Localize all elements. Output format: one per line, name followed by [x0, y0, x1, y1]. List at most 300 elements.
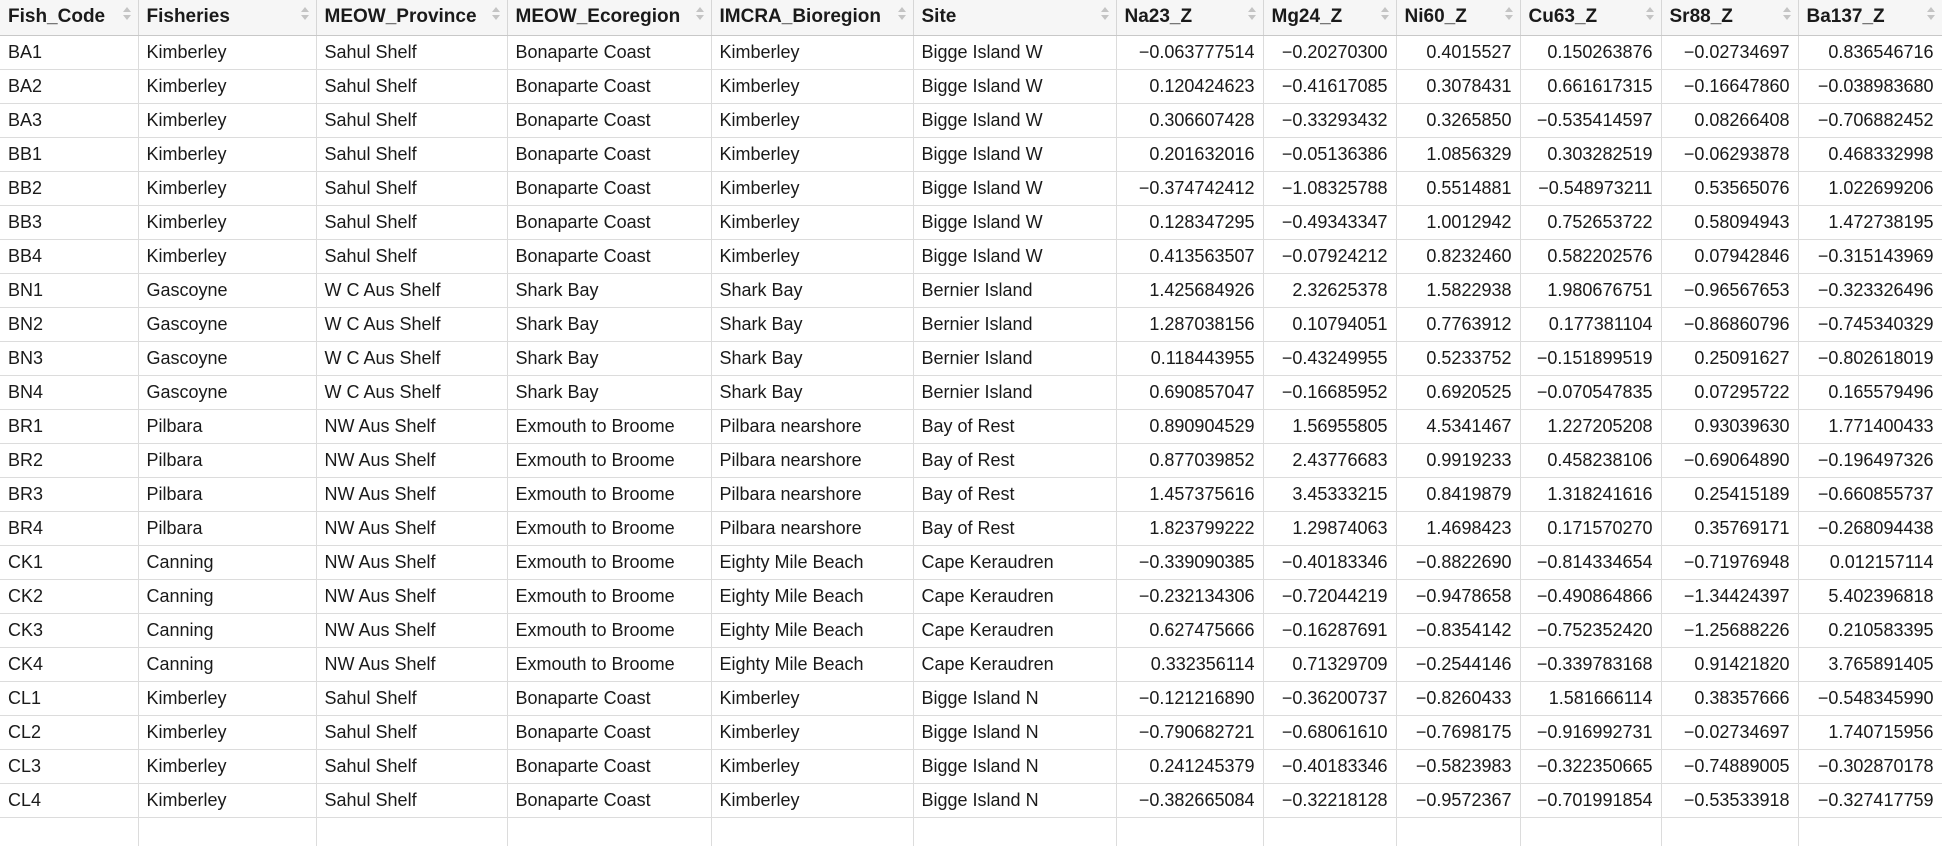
cell-sr88-z: −1.25688226	[1661, 614, 1798, 648]
cell-cu63-z: −0.752352420	[1520, 614, 1661, 648]
sort-icon[interactable]	[1505, 6, 1513, 24]
column-header-label: Sr88_Z	[1669, 6, 1733, 28]
table-row	[0, 478, 1942, 512]
cell-sr88-z: 0.38357666	[1661, 682, 1798, 716]
cell-mg24-z: 3.45333215	[1263, 478, 1396, 512]
cell-fish-code: BB4	[0, 240, 138, 274]
cell-site: Bigge Island W	[913, 206, 1116, 240]
cell-fish-code: BA1	[0, 36, 138, 70]
cell-ni60-z: −0.8354142	[1396, 614, 1520, 648]
sort-icon[interactable]	[492, 6, 500, 24]
cell-ba137-z: 0.836546716	[1798, 36, 1942, 70]
cell-na23-z: 0.627475666	[1116, 614, 1263, 648]
cell-na23-z: 1.457375616	[1116, 478, 1263, 512]
cell-ba137-z: −0.196497326	[1798, 444, 1942, 478]
cell-cu63-z: −0.535414597	[1520, 104, 1661, 138]
cell-meow-ecoregion: Shark Bay	[507, 274, 711, 308]
cell-na23-z: 0.118443955	[1116, 342, 1263, 376]
cell-ni60-z: −0.9572367	[1396, 784, 1520, 818]
column-header-mg24-z[interactable]	[1263, 0, 1396, 36]
cell-ni60-z	[1396, 818, 1520, 846]
column-header-site[interactable]	[913, 0, 1116, 36]
cell-cu63-z: −0.701991854	[1520, 784, 1661, 818]
cell-ba137-z: 1.022699206	[1798, 172, 1942, 206]
cell-meow-ecoregion: Bonaparte Coast	[507, 206, 711, 240]
cell-imcra-bioregion	[711, 818, 913, 846]
cell-imcra-bioregion: Kimberley	[711, 750, 913, 784]
cell-fisheries: Kimberley	[138, 206, 316, 240]
column-header-label: Ni60_Z	[1404, 6, 1467, 28]
cell-na23-z: −0.374742412	[1116, 172, 1263, 206]
cell-meow-province: Sahul Shelf	[316, 750, 507, 784]
cell-na23-z: 1.425684926	[1116, 274, 1263, 308]
cell-meow-ecoregion: Shark Bay	[507, 308, 711, 342]
cell-na23-z: 0.306607428	[1116, 104, 1263, 138]
cell-imcra-bioregion: Eighty Mile Beach	[711, 614, 913, 648]
cell-meow-ecoregion: Exmouth to Broome	[507, 512, 711, 546]
cell-ni60-z: −0.8822690	[1396, 546, 1520, 580]
cell-meow-ecoregion: Bonaparte Coast	[507, 784, 711, 818]
cell-sr88-z: −0.86860796	[1661, 308, 1798, 342]
sort-icon[interactable]	[1927, 6, 1935, 24]
column-header-label: Ba137_Z	[1806, 6, 1885, 28]
cell-cu63-z: −0.322350665	[1520, 750, 1661, 784]
cell-imcra-bioregion: Kimberley	[711, 784, 913, 818]
cell-na23-z: 0.128347295	[1116, 206, 1263, 240]
cell-ba137-z: 1.472738195	[1798, 206, 1942, 240]
column-header-label: MEOW_Ecoregion	[515, 6, 681, 28]
cell-ni60-z: 0.7763912	[1396, 308, 1520, 342]
cell-fisheries: Kimberley	[138, 36, 316, 70]
table-row	[0, 172, 1942, 206]
table-row	[0, 750, 1942, 784]
cell-site: Bernier Island	[913, 274, 1116, 308]
cell-meow-province: Sahul Shelf	[316, 206, 507, 240]
cell-imcra-bioregion: Kimberley	[711, 172, 913, 206]
column-header-label: Cu63_Z	[1528, 6, 1598, 28]
cell-fish-code: CK3	[0, 614, 138, 648]
cell-na23-z: −0.121216890	[1116, 682, 1263, 716]
cell-fish-code: BB1	[0, 138, 138, 172]
cell-na23-z: −0.790682721	[1116, 716, 1263, 750]
cell-cu63-z: −0.070547835	[1520, 376, 1661, 410]
table-row	[0, 546, 1942, 580]
sort-icon[interactable]	[301, 6, 309, 24]
cell-cu63-z: 0.661617315	[1520, 70, 1661, 104]
cell-site: Cape Keraudren	[913, 546, 1116, 580]
cell-imcra-bioregion: Shark Bay	[711, 308, 913, 342]
cell-sr88-z	[1661, 818, 1798, 846]
cell-imcra-bioregion: Kimberley	[711, 206, 913, 240]
cell-site: Cape Keraudren	[913, 580, 1116, 614]
cell-fisheries: Kimberley	[138, 716, 316, 750]
cell-ba137-z: 0.468332998	[1798, 138, 1942, 172]
sort-ascending-icon	[1381, 7, 1389, 12]
cell-sr88-z: −0.74889005	[1661, 750, 1798, 784]
sort-icon[interactable]	[1101, 6, 1109, 24]
cell-sr88-z: 0.93039630	[1661, 410, 1798, 444]
cell-ni60-z: 1.4698423	[1396, 512, 1520, 546]
cell-site: Bernier Island	[913, 308, 1116, 342]
cell-mg24-z: −0.40183346	[1263, 750, 1396, 784]
cell-cu63-z: 0.177381104	[1520, 308, 1661, 342]
table-body	[0, 36, 1942, 846]
cell-ba137-z: −0.548345990	[1798, 682, 1942, 716]
cell-mg24-z: −0.40183346	[1263, 546, 1396, 580]
cell-sr88-z: −0.53533918	[1661, 784, 1798, 818]
cell-na23-z: 0.120424623	[1116, 70, 1263, 104]
cell-imcra-bioregion: Kimberley	[711, 36, 913, 70]
cell-ba137-z: −0.802618019	[1798, 342, 1942, 376]
sort-ascending-icon	[123, 7, 131, 12]
table-header	[0, 0, 1942, 36]
cell-meow-province: W C Aus Shelf	[316, 376, 507, 410]
column-header-imcra-bioregion[interactable]	[711, 0, 913, 36]
cell-sr88-z: 0.58094943	[1661, 206, 1798, 240]
column-header-label: Fish_Code	[8, 6, 106, 28]
table-row	[0, 648, 1942, 682]
cell-imcra-bioregion: Shark Bay	[711, 274, 913, 308]
sort-icon[interactable]	[1381, 6, 1389, 24]
cell-fisheries: Kimberley	[138, 138, 316, 172]
cell-imcra-bioregion: Pilbara nearshore	[711, 512, 913, 546]
cell-site: Bernier Island	[913, 342, 1116, 376]
cell-mg24-z: 2.43776683	[1263, 444, 1396, 478]
cell-mg24-z: −0.43249955	[1263, 342, 1396, 376]
cell-fish-code: CL4	[0, 784, 138, 818]
cell-sr88-z: 0.25091627	[1661, 342, 1798, 376]
cell-site: Bigge Island N	[913, 682, 1116, 716]
cell-imcra-bioregion: Kimberley	[711, 104, 913, 138]
cell-sr88-z: 0.25415189	[1661, 478, 1798, 512]
cell-ni60-z: −0.5823983	[1396, 750, 1520, 784]
cell-imcra-bioregion: Pilbara nearshore	[711, 444, 913, 478]
cell-sr88-z: −0.02734697	[1661, 36, 1798, 70]
cell-mg24-z: −0.72044219	[1263, 580, 1396, 614]
cell-fish-code: CL1	[0, 682, 138, 716]
cell-ni60-z: 1.0012942	[1396, 206, 1520, 240]
cell-cu63-z: −0.339783168	[1520, 648, 1661, 682]
table-row	[0, 70, 1942, 104]
cell-sr88-z: 0.07942846	[1661, 240, 1798, 274]
cell-na23-z: −0.339090385	[1116, 546, 1263, 580]
cell-meow-province	[316, 818, 507, 846]
cell-site: Bigge Island N	[913, 750, 1116, 784]
cell-cu63-z: 0.582202576	[1520, 240, 1661, 274]
cell-ba137-z: 5.402396818	[1798, 580, 1942, 614]
cell-fisheries: Gascoyne	[138, 308, 316, 342]
cell-meow-province: Sahul Shelf	[316, 104, 507, 138]
cell-fish-code: CK1	[0, 546, 138, 580]
header-row	[0, 0, 1942, 36]
cell-meow-province: NW Aus Shelf	[316, 546, 507, 580]
cell-sr88-z: 0.07295722	[1661, 376, 1798, 410]
cell-mg24-z: −0.33293432	[1263, 104, 1396, 138]
cell-fisheries: Pilbara	[138, 444, 316, 478]
sort-icon[interactable]	[696, 6, 704, 24]
sort-icon[interactable]	[1783, 6, 1791, 24]
cell-ba137-z: −0.327417759	[1798, 784, 1942, 818]
cell-meow-province: Sahul Shelf	[316, 682, 507, 716]
cell-site: Bernier Island	[913, 376, 1116, 410]
cell-meow-ecoregion: Bonaparte Coast	[507, 104, 711, 138]
cell-meow-province: NW Aus Shelf	[316, 512, 507, 546]
column-header-fisheries[interactable]	[138, 0, 316, 36]
sort-ascending-icon	[1927, 7, 1935, 12]
cell-meow-province: Sahul Shelf	[316, 240, 507, 274]
cell-meow-ecoregion: Exmouth to Broome	[507, 478, 711, 512]
cell-meow-province: NW Aus Shelf	[316, 410, 507, 444]
sort-descending-icon	[696, 15, 704, 20]
cell-sr88-z: 0.53565076	[1661, 172, 1798, 206]
cell-meow-province: W C Aus Shelf	[316, 308, 507, 342]
cell-fish-code: BR3	[0, 478, 138, 512]
cell-fisheries: Kimberley	[138, 784, 316, 818]
cell-imcra-bioregion: Kimberley	[711, 240, 913, 274]
cell-na23-z: −0.382665084	[1116, 784, 1263, 818]
cell-sr88-z: −0.71976948	[1661, 546, 1798, 580]
sort-ascending-icon	[492, 7, 500, 12]
cell-na23-z: 0.690857047	[1116, 376, 1263, 410]
column-header-fish-code[interactable]	[0, 0, 138, 36]
table-row	[0, 240, 1942, 274]
cell-fish-code: BN1	[0, 274, 138, 308]
column-header-sr88-z[interactable]	[1661, 0, 1798, 36]
cell-mg24-z	[1263, 818, 1396, 846]
column-header-label: Fisheries	[146, 6, 230, 28]
column-header-ni60-z[interactable]	[1396, 0, 1520, 36]
cell-imcra-bioregion: Pilbara nearshore	[711, 478, 913, 512]
cell-na23-z: 1.823799222	[1116, 512, 1263, 546]
table-row	[0, 512, 1942, 546]
sort-ascending-icon	[1505, 7, 1513, 12]
cell-meow-province: NW Aus Shelf	[316, 444, 507, 478]
cell-na23-z: 0.241245379	[1116, 750, 1263, 784]
cell-site: Cape Keraudren	[913, 648, 1116, 682]
column-header-label: Na23_Z	[1124, 6, 1193, 28]
cell-fish-code	[0, 818, 138, 846]
table-row	[0, 410, 1942, 444]
cell-ni60-z: −0.9478658	[1396, 580, 1520, 614]
cell-fisheries: Pilbara	[138, 478, 316, 512]
cell-cu63-z: 0.458238106	[1520, 444, 1661, 478]
cell-meow-ecoregion: Exmouth to Broome	[507, 444, 711, 478]
sort-descending-icon	[492, 15, 500, 20]
cell-ba137-z: 1.740715956	[1798, 716, 1942, 750]
sort-icon[interactable]	[1248, 6, 1256, 24]
cell-ba137-z: −0.302870178	[1798, 750, 1942, 784]
sort-ascending-icon	[1646, 7, 1654, 12]
cell-na23-z: 0.890904529	[1116, 410, 1263, 444]
cell-site: Bay of Rest	[913, 444, 1116, 478]
sort-ascending-icon	[898, 7, 906, 12]
cell-fish-code: BN2	[0, 308, 138, 342]
cell-fisheries: Kimberley	[138, 172, 316, 206]
cell-fisheries: Pilbara	[138, 512, 316, 546]
cell-cu63-z: 1.980676751	[1520, 274, 1661, 308]
cell-ba137-z: 0.210583395	[1798, 614, 1942, 648]
table-row	[0, 818, 1942, 846]
cell-cu63-z: −0.151899519	[1520, 342, 1661, 376]
cell-fish-code: BA2	[0, 70, 138, 104]
cell-mg24-z: −0.20270300	[1263, 36, 1396, 70]
cell-fisheries	[138, 818, 316, 846]
table-row	[0, 206, 1942, 240]
sort-ascending-icon	[696, 7, 704, 12]
cell-mg24-z: 1.29874063	[1263, 512, 1396, 546]
cell-cu63-z: −0.490864866	[1520, 580, 1661, 614]
table-row	[0, 614, 1942, 648]
cell-fish-code: BR2	[0, 444, 138, 478]
cell-site: Bigge Island N	[913, 784, 1116, 818]
cell-mg24-z: −0.16685952	[1263, 376, 1396, 410]
cell-ba137-z: 0.165579496	[1798, 376, 1942, 410]
cell-fish-code: BN4	[0, 376, 138, 410]
cell-fish-code: CK4	[0, 648, 138, 682]
cell-meow-ecoregion: Bonaparte Coast	[507, 750, 711, 784]
cell-site	[913, 818, 1116, 846]
cell-na23-z: 0.877039852	[1116, 444, 1263, 478]
cell-ba137-z: 3.765891405	[1798, 648, 1942, 682]
cell-mg24-z: −0.32218128	[1263, 784, 1396, 818]
cell-site: Bigge Island N	[913, 716, 1116, 750]
cell-imcra-bioregion: Shark Bay	[711, 342, 913, 376]
cell-fish-code: CK2	[0, 580, 138, 614]
cell-ni60-z: 0.3078431	[1396, 70, 1520, 104]
table-row	[0, 138, 1942, 172]
cell-meow-province: W C Aus Shelf	[316, 342, 507, 376]
cell-na23-z: 0.332356114	[1116, 648, 1263, 682]
cell-site: Bigge Island W	[913, 138, 1116, 172]
cell-ni60-z: −0.2544146	[1396, 648, 1520, 682]
cell-ni60-z: 0.5233752	[1396, 342, 1520, 376]
cell-fish-code: CL3	[0, 750, 138, 784]
cell-fisheries: Canning	[138, 648, 316, 682]
cell-site: Bay of Rest	[913, 410, 1116, 444]
cell-sr88-z: 0.08266408	[1661, 104, 1798, 138]
table-row	[0, 36, 1942, 70]
cell-meow-province: Sahul Shelf	[316, 70, 507, 104]
cell-mg24-z: 2.32625378	[1263, 274, 1396, 308]
sort-ascending-icon	[1248, 7, 1256, 12]
cell-cu63-z: 0.150263876	[1520, 36, 1661, 70]
sort-descending-icon	[123, 15, 131, 20]
column-header-na23-z[interactable]	[1116, 0, 1263, 36]
cell-mg24-z: 0.71329709	[1263, 648, 1396, 682]
cell-meow-ecoregion: Bonaparte Coast	[507, 682, 711, 716]
sort-descending-icon	[1248, 15, 1256, 20]
column-header-label: Mg24_Z	[1271, 6, 1343, 28]
cell-mg24-z: −0.16287691	[1263, 614, 1396, 648]
cell-imcra-bioregion: Kimberley	[711, 138, 913, 172]
cell-meow-ecoregion: Bonaparte Coast	[507, 716, 711, 750]
cell-meow-province: NW Aus Shelf	[316, 648, 507, 682]
cell-sr88-z: −0.06293878	[1661, 138, 1798, 172]
column-header-meow-province[interactable]	[316, 0, 507, 36]
table-row	[0, 716, 1942, 750]
table-row	[0, 342, 1942, 376]
cell-meow-ecoregion: Bonaparte Coast	[507, 138, 711, 172]
cell-cu63-z: −0.548973211	[1520, 172, 1661, 206]
cell-meow-ecoregion: Bonaparte Coast	[507, 240, 711, 274]
cell-cu63-z: 1.227205208	[1520, 410, 1661, 444]
cell-ba137-z	[1798, 818, 1942, 846]
cell-na23-z: 0.201632016	[1116, 138, 1263, 172]
cell-imcra-bioregion: Pilbara nearshore	[711, 410, 913, 444]
cell-site: Bay of Rest	[913, 512, 1116, 546]
cell-mg24-z: −0.36200737	[1263, 682, 1396, 716]
sort-descending-icon	[1646, 15, 1654, 20]
cell-sr88-z: −0.16647860	[1661, 70, 1798, 104]
cell-meow-province: Sahul Shelf	[316, 138, 507, 172]
cell-imcra-bioregion: Eighty Mile Beach	[711, 580, 913, 614]
cell-ba137-z: −0.706882452	[1798, 104, 1942, 138]
cell-imcra-bioregion: Eighty Mile Beach	[711, 546, 913, 580]
cell-ba137-z: −0.660855737	[1798, 478, 1942, 512]
cell-ba137-z: −0.268094438	[1798, 512, 1942, 546]
sort-icon[interactable]	[1646, 6, 1654, 24]
cell-meow-ecoregion: Bonaparte Coast	[507, 70, 711, 104]
cell-ni60-z: 0.9919233	[1396, 444, 1520, 478]
sort-descending-icon	[1927, 15, 1935, 20]
cell-fisheries: Kimberley	[138, 70, 316, 104]
cell-site: Bay of Rest	[913, 478, 1116, 512]
column-header-ba137-z[interactable]	[1798, 0, 1942, 36]
cell-meow-province: Sahul Shelf	[316, 716, 507, 750]
cell-ni60-z: 0.4015527	[1396, 36, 1520, 70]
cell-imcra-bioregion: Kimberley	[711, 70, 913, 104]
cell-meow-province: NW Aus Shelf	[316, 478, 507, 512]
cell-sr88-z: 0.35769171	[1661, 512, 1798, 546]
cell-ni60-z: −0.7698175	[1396, 716, 1520, 750]
sort-descending-icon	[1101, 15, 1109, 20]
sort-descending-icon	[1505, 15, 1513, 20]
cell-cu63-z: 1.581666114	[1520, 682, 1661, 716]
cell-sr88-z: −0.69064890	[1661, 444, 1798, 478]
cell-ni60-z: 0.3265850	[1396, 104, 1520, 138]
cell-mg24-z: 1.56955805	[1263, 410, 1396, 444]
cell-meow-ecoregion: Exmouth to Broome	[507, 410, 711, 444]
cell-fish-code: BB2	[0, 172, 138, 206]
cell-meow-ecoregion: Shark Bay	[507, 342, 711, 376]
sort-ascending-icon	[301, 7, 309, 12]
sort-ascending-icon	[1101, 7, 1109, 12]
cell-fisheries: Kimberley	[138, 104, 316, 138]
column-header-label: Site	[921, 6, 957, 28]
cell-meow-province: Sahul Shelf	[316, 172, 507, 206]
sort-descending-icon	[1783, 15, 1791, 20]
column-header-meow-ecoregion[interactable]	[507, 0, 711, 36]
sort-icon[interactable]	[898, 6, 906, 24]
cell-meow-province: NW Aus Shelf	[316, 580, 507, 614]
sort-descending-icon	[898, 15, 906, 20]
cell-meow-province: Sahul Shelf	[316, 784, 507, 818]
sort-icon[interactable]	[123, 6, 131, 24]
table-row	[0, 682, 1942, 716]
cell-fish-code: BA3	[0, 104, 138, 138]
cell-meow-province: W C Aus Shelf	[316, 274, 507, 308]
cell-mg24-z: −0.05136386	[1263, 138, 1396, 172]
column-header-cu63-z[interactable]	[1520, 0, 1661, 36]
cell-fisheries: Kimberley	[138, 682, 316, 716]
cell-fisheries: Canning	[138, 614, 316, 648]
sort-descending-icon	[301, 15, 309, 20]
cell-ni60-z: 4.5341467	[1396, 410, 1520, 444]
cell-meow-province: Sahul Shelf	[316, 36, 507, 70]
cell-ni60-z: 1.0856329	[1396, 138, 1520, 172]
cell-ba137-z: −0.315143969	[1798, 240, 1942, 274]
cell-na23-z: −0.232134306	[1116, 580, 1263, 614]
